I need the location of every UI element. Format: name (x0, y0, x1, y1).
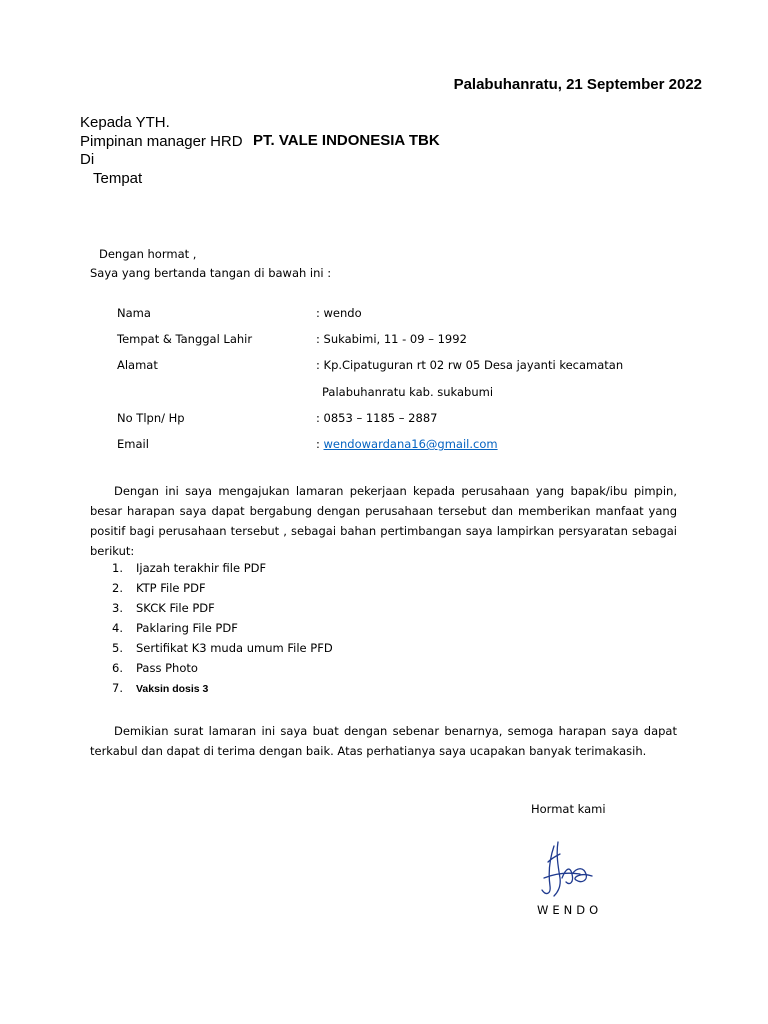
list-text: Vaksin dosis 3 (136, 683, 209, 695)
birth-label: Tempat & Tanggal Lahir (117, 332, 253, 346)
recipient-line-4: Tempat (93, 170, 143, 187)
email-link[interactable]: wendowardana16@gmail.com (323, 437, 498, 451)
address-value-2: Palabuhanratu kab. sukabumi (322, 385, 494, 399)
signature-image (536, 838, 596, 900)
list-item (112, 601, 333, 621)
list-item (112, 681, 333, 701)
list-number: 6. (112, 661, 123, 675)
paragraph-closing: Demikian surat lamaran ini saya buat dengan sebenar benarnya, semoga harapan saya dapat terkabul dan dapat di terima dengan baik. Atas perhatianya saya ucapakan banyak terimakasih. (90, 724, 677, 758)
list-number: 1. (112, 561, 123, 575)
recipient-company: PT. VALE INDONESIA TBK (253, 132, 440, 149)
list-text: Ijazah terakhir file PDF (136, 561, 267, 575)
list-item (112, 621, 333, 641)
phone-value: : 0853 – 1185 – 2887 (316, 411, 438, 425)
email-row (316, 437, 498, 451)
list-item (112, 561, 333, 581)
list-item (112, 661, 333, 681)
list-number: 7. (112, 681, 123, 695)
requirements-list (112, 561, 333, 701)
address-value-1: : Kp.Cipatuguran rt 02 rw 05 Desa jayanti kecamatan (316, 358, 624, 372)
list-number: 5. (112, 641, 123, 655)
recipient-line-2: Pimpinan manager HRD (80, 133, 243, 150)
list-number: 3. (112, 601, 123, 615)
paragraph-request: Dengan ini saya mengajukan lamaran pekerjaan kepada perusahaan yang bapak/ibu pimpin, besar harapan saya dapat bergabung dengan perusahaan tersebut dan memberikan manfaat yang positif bagi perusahaan tersebut , sebagai bahan pertimbangan saya lampirkan persyaratan sebagai berikut: (90, 484, 677, 558)
list-text: Paklaring File PDF (136, 621, 238, 635)
phone-label: No Tlpn/ Hp (117, 411, 185, 425)
intro-text: Saya yang bertanda tangan di bawah ini : (90, 266, 332, 280)
signer-name: WENDO (537, 903, 603, 917)
name-label: Nama (117, 306, 151, 320)
recipient-line-3: Di (80, 151, 95, 168)
list-text: SKCK File PDF (136, 601, 215, 615)
birth-value: : Sukabimi, 11 - 09 – 1992 (316, 332, 467, 346)
list-text: KTP File PDF (136, 581, 206, 595)
greeting: Dengan hormat , (99, 247, 197, 261)
list-item (112, 581, 333, 601)
email-label: Email (117, 437, 149, 451)
list-text: Pass Photo (136, 661, 198, 675)
email-prefix: : (316, 437, 324, 451)
list-item (112, 641, 333, 661)
list-number: 2. (112, 581, 123, 595)
list-text: Sertifikat K3 muda umum File PFD (136, 641, 333, 655)
name-value: : wendo (316, 306, 362, 320)
place-date: Palabuhanratu, 21 September 2022 (453, 76, 702, 93)
closing-salutation: Hormat kami (531, 802, 606, 816)
recipient-line-1: Kepada YTH. (80, 114, 170, 131)
list-number: 4. (112, 621, 123, 635)
address-label: Alamat (117, 358, 158, 372)
